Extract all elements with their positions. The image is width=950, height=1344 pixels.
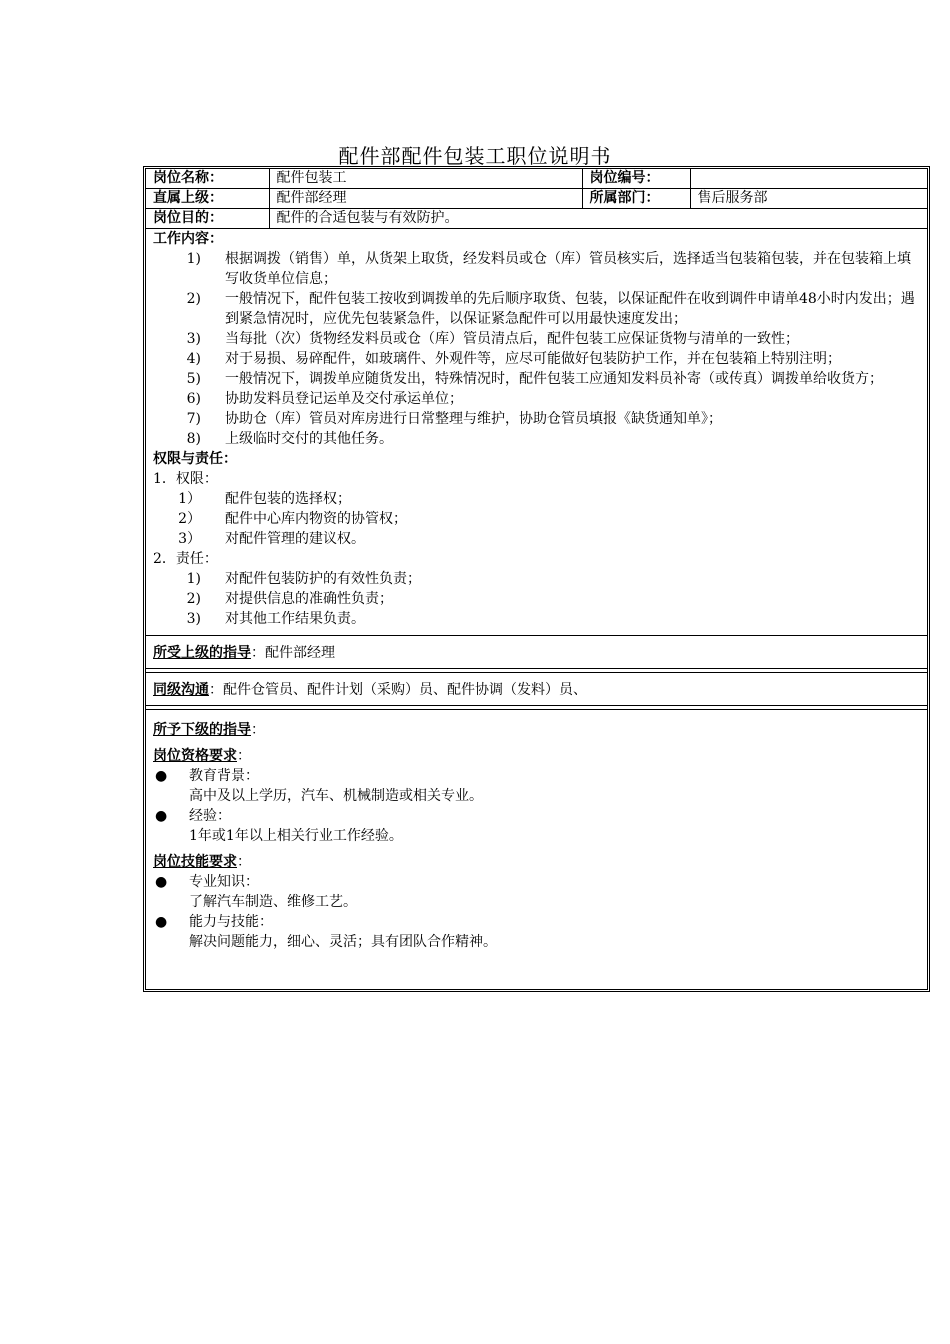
peer-comm-section bbox=[146, 672, 927, 706]
work-item-number: 6) bbox=[186, 391, 201, 407]
work-heading: 工作内容： bbox=[153, 231, 223, 247]
rights-item-number: 2） bbox=[178, 511, 201, 527]
rights-item-text: 对配件管理的建议权。 bbox=[225, 531, 365, 547]
work-item bbox=[153, 409, 921, 429]
duties-item-number: 1) bbox=[186, 571, 201, 587]
purpose-value: 配件的合适包装与有效防护。 bbox=[269, 209, 927, 229]
position-name-label: 岗位名称： bbox=[146, 169, 269, 189]
bullet-icon: ● bbox=[155, 808, 168, 824]
skills-bullet-detail: 解决问题能力，细心、灵活；具有团队合作精神。 bbox=[189, 934, 497, 950]
work-item-text: 对于易损、易碎配件，如玻璃件、外观件等，应尽可能做好包装防护工作，并在包装箱上特别注明； bbox=[225, 351, 841, 367]
peer-comm-colon: ： bbox=[209, 682, 223, 698]
rights-item bbox=[153, 489, 921, 509]
rights-item-text: 配件中心库内物资的协管权； bbox=[225, 511, 407, 527]
duties-heading: 2．责任： bbox=[153, 551, 218, 567]
qualification-label: 岗位资格要求 bbox=[153, 748, 237, 764]
qualification-bullet-title: 教育背景： bbox=[189, 768, 259, 784]
work-item bbox=[153, 329, 921, 349]
work-item-number: 2) bbox=[186, 291, 201, 307]
rights-item bbox=[153, 509, 921, 529]
bullet-icon: ● bbox=[155, 768, 168, 784]
qualification-bullet-detail: 高中及以上学历，汽车、机械制造或相关专业。 bbox=[189, 788, 483, 804]
duties-item bbox=[153, 569, 921, 589]
rights-item-text: 配件包装的选择权； bbox=[225, 491, 351, 507]
work-item-text: 一般情况下，配件包装工按收到调拨单的先后顺序取货、包装，以保证配件在收到调件申请单48小时内发出；遇到紧急情况时，应优先包装紧急件，以保证紧急配件可以用最快速度发出； bbox=[225, 291, 915, 327]
lower-section bbox=[146, 709, 927, 952]
work-item-text: 协助仓（库）管员对库房进行日常整理与维护，协助仓管员填报《缺货通知单》； bbox=[225, 411, 722, 427]
bullet-icon: ● bbox=[155, 914, 168, 930]
skills-list bbox=[153, 872, 921, 952]
guidance-to-label: 所予下级的指导 bbox=[153, 722, 251, 738]
guidance-from-colon: ： bbox=[251, 645, 265, 661]
guidance-from-label: 所受上级的指导 bbox=[153, 645, 251, 661]
skills-label: 岗位技能要求 bbox=[153, 854, 237, 870]
department-label: 所属部门： bbox=[582, 189, 690, 209]
peer-comm-value: 配件仓管员、配件计划（采购）员、配件协调（发料）员、 bbox=[223, 682, 587, 698]
work-item bbox=[153, 389, 921, 409]
position-code-label: 岗位编号： bbox=[582, 169, 690, 189]
guidance-from-value: 配件部经理 bbox=[265, 645, 335, 661]
rights-item-number: 3） bbox=[178, 531, 201, 547]
rights-heading: 1．权限： bbox=[153, 471, 218, 487]
duties-item-text: 对配件包装防护的有效性负责； bbox=[225, 571, 421, 587]
position-name-value: 配件包装工 bbox=[269, 169, 582, 189]
skills-bullet-title: 能力与技能： bbox=[189, 914, 273, 930]
guidance-to-colon: ： bbox=[251, 722, 265, 738]
header-grid bbox=[146, 169, 927, 229]
qualification-list bbox=[153, 766, 921, 846]
work-item bbox=[153, 429, 921, 449]
work-item-number: 3) bbox=[186, 331, 201, 347]
bullet-icon: ● bbox=[155, 874, 168, 890]
document-title: 配件部配件包装工职位说明书 bbox=[338, 144, 612, 168]
qualification-colon: ： bbox=[237, 748, 251, 764]
work-item-number: 5) bbox=[186, 371, 201, 387]
skills-bullet bbox=[153, 872, 921, 892]
work-item-number: 1) bbox=[186, 251, 201, 267]
work-item bbox=[153, 249, 921, 289]
guidance-from-section bbox=[146, 635, 927, 669]
duties-list bbox=[153, 569, 921, 635]
authority-heading: 权限与责任： bbox=[153, 451, 237, 467]
duties-item-number: 2) bbox=[186, 591, 201, 607]
work-item bbox=[153, 289, 921, 329]
duties-item-text: 对提供信息的准确性负责； bbox=[225, 591, 393, 607]
skills-bullet bbox=[153, 912, 921, 932]
qualification-bullet-detail: 1年或1年以上相关行业工作经验。 bbox=[189, 828, 403, 844]
job-description-table bbox=[143, 166, 930, 992]
skills-bullet-detail: 了解汽车制造、维修工艺。 bbox=[189, 894, 357, 910]
work-item-text: 一般情况下，调拨单应随货发出，特殊情况时，配件包装工应通知发料员补寄（或传真）调拨单给收货方； bbox=[225, 371, 883, 387]
work-item-text: 根据调拨（销售）单，从货架上取货，经发料员或仓（库）管员核实后，选择适当包装箱包装，并在包装箱上填写收货单位信息； bbox=[225, 251, 911, 287]
rights-item bbox=[153, 529, 921, 549]
work-item bbox=[153, 349, 921, 369]
work-item-text: 协助发料员登记运单及交付承运单位； bbox=[225, 391, 463, 407]
duties-item bbox=[153, 609, 921, 629]
duties-item-text: 对其他工作结果负责。 bbox=[225, 611, 365, 627]
duties-item-number: 3) bbox=[186, 611, 201, 627]
skills-bullet-title: 专业知识： bbox=[189, 874, 259, 890]
work-list bbox=[153, 249, 921, 449]
work-item-text: 当每批（次）货物经发料员或仓（库）管员清点后，配件包装工应保证货物与清单的一致性； bbox=[225, 331, 799, 347]
work-item bbox=[153, 369, 921, 389]
work-item-number: 7) bbox=[186, 411, 201, 427]
qualification-bullet-title: 经验： bbox=[189, 808, 231, 824]
qualification-bullet bbox=[153, 766, 921, 786]
work-section bbox=[146, 229, 927, 635]
position-code-value bbox=[690, 169, 927, 189]
skills-colon: ： bbox=[237, 854, 251, 870]
superior-value: 配件部经理 bbox=[269, 189, 582, 209]
duties-item bbox=[153, 589, 921, 609]
work-item-number: 4) bbox=[186, 351, 201, 367]
work-item-number: 8) bbox=[186, 431, 201, 447]
department-value: 售后服务部 bbox=[690, 189, 927, 209]
superior-label: 直属上级： bbox=[146, 189, 269, 209]
rights-item-number: 1） bbox=[178, 491, 201, 507]
rights-list bbox=[153, 489, 921, 549]
purpose-label: 岗位目的： bbox=[146, 209, 269, 229]
peer-comm-label: 同级沟通 bbox=[153, 682, 209, 698]
work-item-text: 上级临时交付的其他任务。 bbox=[225, 431, 393, 447]
qualification-bullet bbox=[153, 806, 921, 826]
